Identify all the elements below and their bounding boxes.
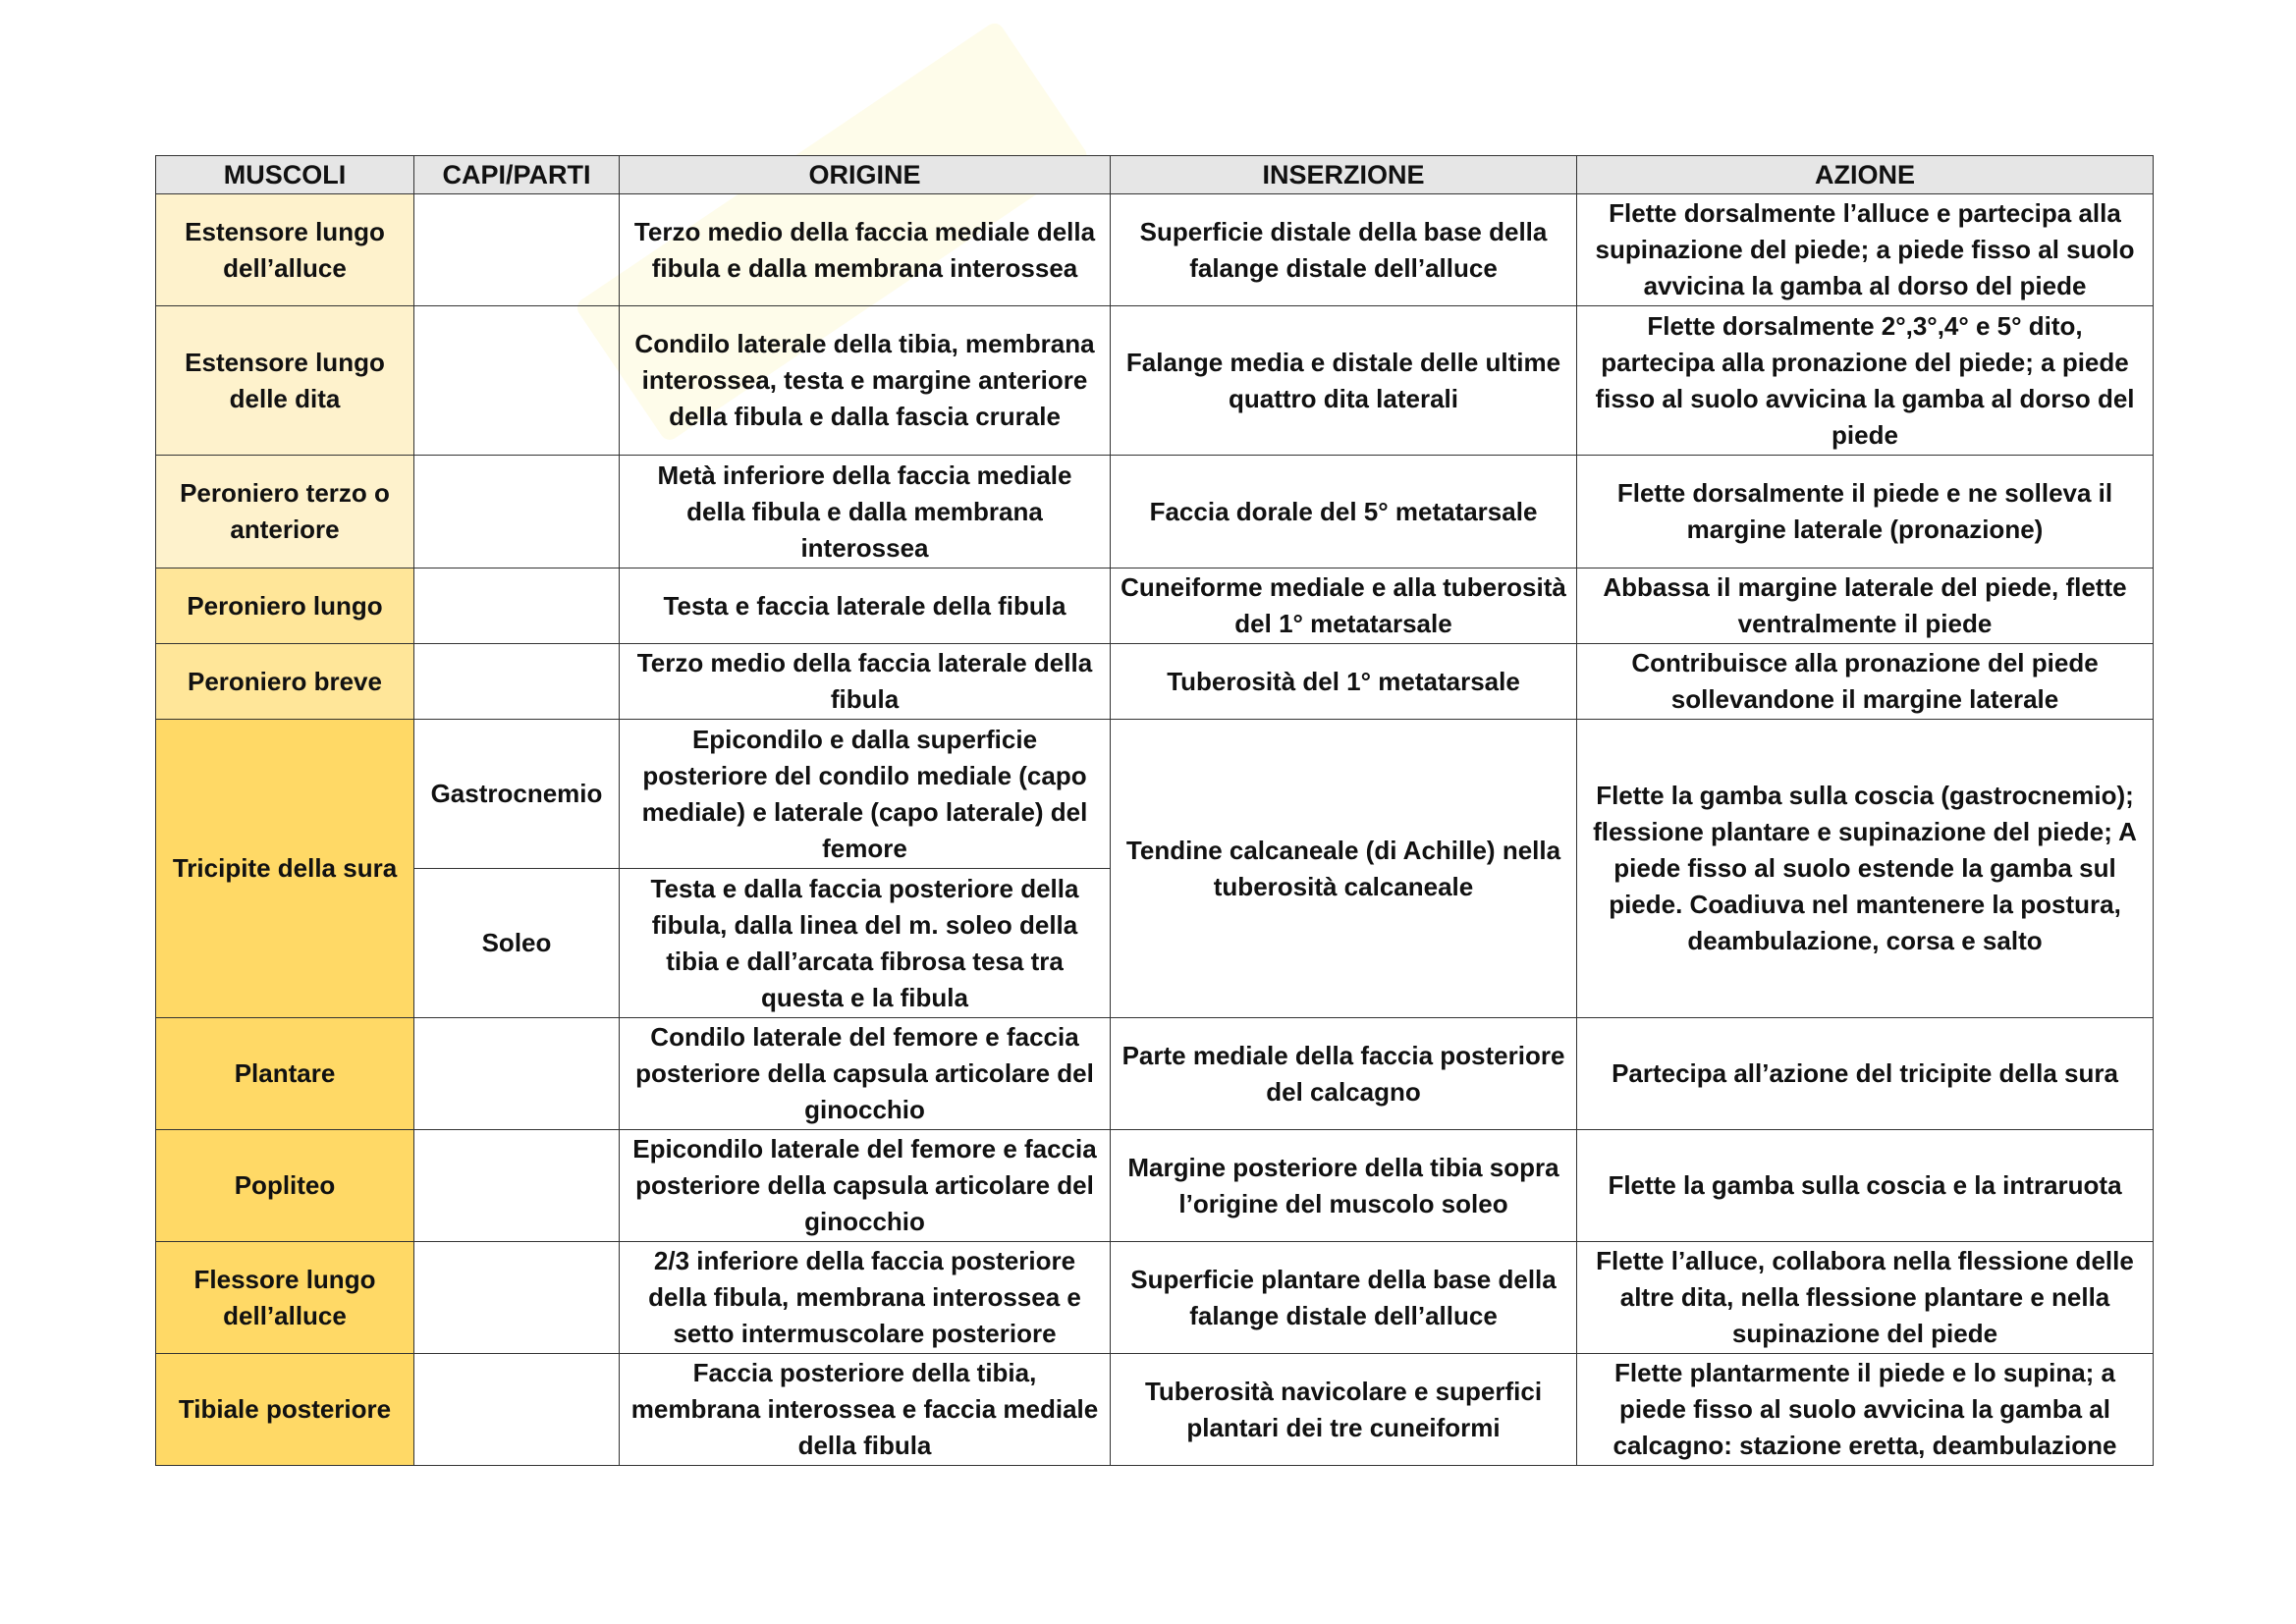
header-azione: AZIONE [1577, 156, 2154, 194]
parts-cell [414, 194, 620, 306]
action-cell: Flette la gamba sulla coscia (gastrocnemio); flessione plantare e supinazione del piede; A piede fisso al suolo estende la gamba sul piede. Coadiuva nel mantenere la postura, deambulazione, corsa e salto [1577, 720, 2154, 1018]
action-cell: Contribuisce alla pronazione del piede sollevandone il margine laterale [1577, 644, 2154, 720]
parts-cell: Soleo [414, 869, 620, 1018]
action-cell: Partecipa all’azione del tricipite della sura [1577, 1018, 2154, 1130]
origin-cell: Testa e dalla faccia posteriore della fibula, dalla linea del m. soleo della tibia e dall’arcata fibrosa tesa tra questa e la fibula [620, 869, 1111, 1018]
origin-cell: Condilo laterale della tibia, membrana interossea, testa e margine anteriore della fibula e dalla fascia crurale [620, 306, 1111, 456]
action-cell: Flette l’alluce, collabora nella flessione delle altre dita, nella flessione plantare e nella supinazione del piede [1577, 1242, 2154, 1354]
parts-cell [414, 1354, 620, 1466]
table-row [156, 456, 2154, 568]
insertion-cell: Superficie distale della base della falange distale dell’alluce [1111, 194, 1577, 306]
muscle-cell: Peroniero breve [156, 644, 414, 720]
muscle-cell: Estensore lungo dell’alluce [156, 194, 414, 306]
table-header-row [156, 156, 2154, 194]
insertion-cell: Margine posteriore della tibia sopra l’origine del muscolo soleo [1111, 1130, 1577, 1242]
action-cell: Flette plantarmente il piede e lo supina; a piede fisso al suolo avvicina la gamba al calcagno: stazione eretta, deambulazione [1577, 1354, 2154, 1466]
parts-cell [414, 456, 620, 568]
table-row [156, 1018, 2154, 1130]
parts-cell [414, 568, 620, 644]
action-cell: Flette dorsalmente 2°,3°,4° e 5° dito, partecipa alla pronazione del piede; a piede fisso al suolo avvicina la gamba al dorso del piede [1577, 306, 2154, 456]
table-row [156, 194, 2154, 306]
origin-cell: Epicondilo e dalla superficie posteriore del condilo mediale (capo mediale) e laterale (capo laterale) del femore [620, 720, 1111, 869]
origin-cell: 2/3 inferiore della faccia posteriore della fibula, membrana interossea e setto intermuscolare posteriore [620, 1242, 1111, 1354]
insertion-cell: Tuberosità del 1° metatarsale [1111, 644, 1577, 720]
table-row [156, 1130, 2154, 1242]
muscle-cell: Flessore lungo dell’alluce [156, 1242, 414, 1354]
parts-cell: Gastrocnemio [414, 720, 620, 869]
insertion-cell: Falange media e distale delle ultime quattro dita laterali [1111, 306, 1577, 456]
insertion-cell: Superficie plantare della base della falange distale dell’alluce [1111, 1242, 1577, 1354]
header-origine: ORIGINE [620, 156, 1111, 194]
parts-cell [414, 1130, 620, 1242]
action-cell: Flette dorsalmente l’alluce e partecipa alla supinazione del piede; a piede fisso al suolo avvicina la gamba al dorso del piede [1577, 194, 2154, 306]
muscle-cell: Plantare [156, 1018, 414, 1130]
parts-cell [414, 644, 620, 720]
table-row [156, 720, 2154, 869]
header-inserzione: INSERZIONE [1111, 156, 1577, 194]
muscle-cell: Popliteo [156, 1130, 414, 1242]
header-muscoli: MUSCOLI [156, 156, 414, 194]
origin-cell: Faccia posteriore della tibia, membrana interossea e faccia mediale della fibula [620, 1354, 1111, 1466]
muscles-table [155, 155, 2154, 1466]
origin-cell: Terzo medio della faccia laterale della fibula [620, 644, 1111, 720]
muscle-cell: Tibiale posteriore [156, 1354, 414, 1466]
origin-cell: Condilo laterale del femore e faccia posteriore della capsula articolare del ginocchio [620, 1018, 1111, 1130]
origin-cell: Metà inferiore della faccia mediale della fibula e dalla membrana interossea [620, 456, 1111, 568]
insertion-cell: Tendine calcaneale (di Achille) nella tuberosità calcaneale [1111, 720, 1577, 1018]
insertion-cell: Tuberosità navicolare e superfici plantari dei tre cuneiformi [1111, 1354, 1577, 1466]
origin-cell: Terzo medio della faccia mediale della fibula e dalla membrana interossea [620, 194, 1111, 306]
parts-cell [414, 1018, 620, 1130]
origin-cell: Testa e faccia laterale della fibula [620, 568, 1111, 644]
insertion-cell: Faccia dorale del 5° metatarsale [1111, 456, 1577, 568]
action-cell: Flette la gamba sulla coscia e la intraruota [1577, 1130, 2154, 1242]
table-row [156, 1354, 2154, 1466]
parts-cell [414, 306, 620, 456]
muscle-cell: Tricipite della sura [156, 720, 414, 1018]
insertion-cell: Cuneiforme mediale e alla tuberosità del 1° metatarsale [1111, 568, 1577, 644]
muscle-cell: Peroniero lungo [156, 568, 414, 644]
table-row [156, 644, 2154, 720]
table-row [156, 306, 2154, 456]
muscle-cell: Peroniero terzo o anteriore [156, 456, 414, 568]
muscle-cell: Estensore lungo delle dita [156, 306, 414, 456]
table-row [156, 1242, 2154, 1354]
header-capi-parti: CAPI/PARTI [414, 156, 620, 194]
action-cell: Flette dorsalmente il piede e ne solleva il margine laterale (pronazione) [1577, 456, 2154, 568]
insertion-cell: Parte mediale della faccia posteriore del calcagno [1111, 1018, 1577, 1130]
action-cell: Abbassa il margine laterale del piede, flette ventralmente il piede [1577, 568, 2154, 644]
origin-cell: Epicondilo laterale del femore e faccia posteriore della capsula articolare del ginocchio [620, 1130, 1111, 1242]
table-row [156, 568, 2154, 644]
parts-cell [414, 1242, 620, 1354]
